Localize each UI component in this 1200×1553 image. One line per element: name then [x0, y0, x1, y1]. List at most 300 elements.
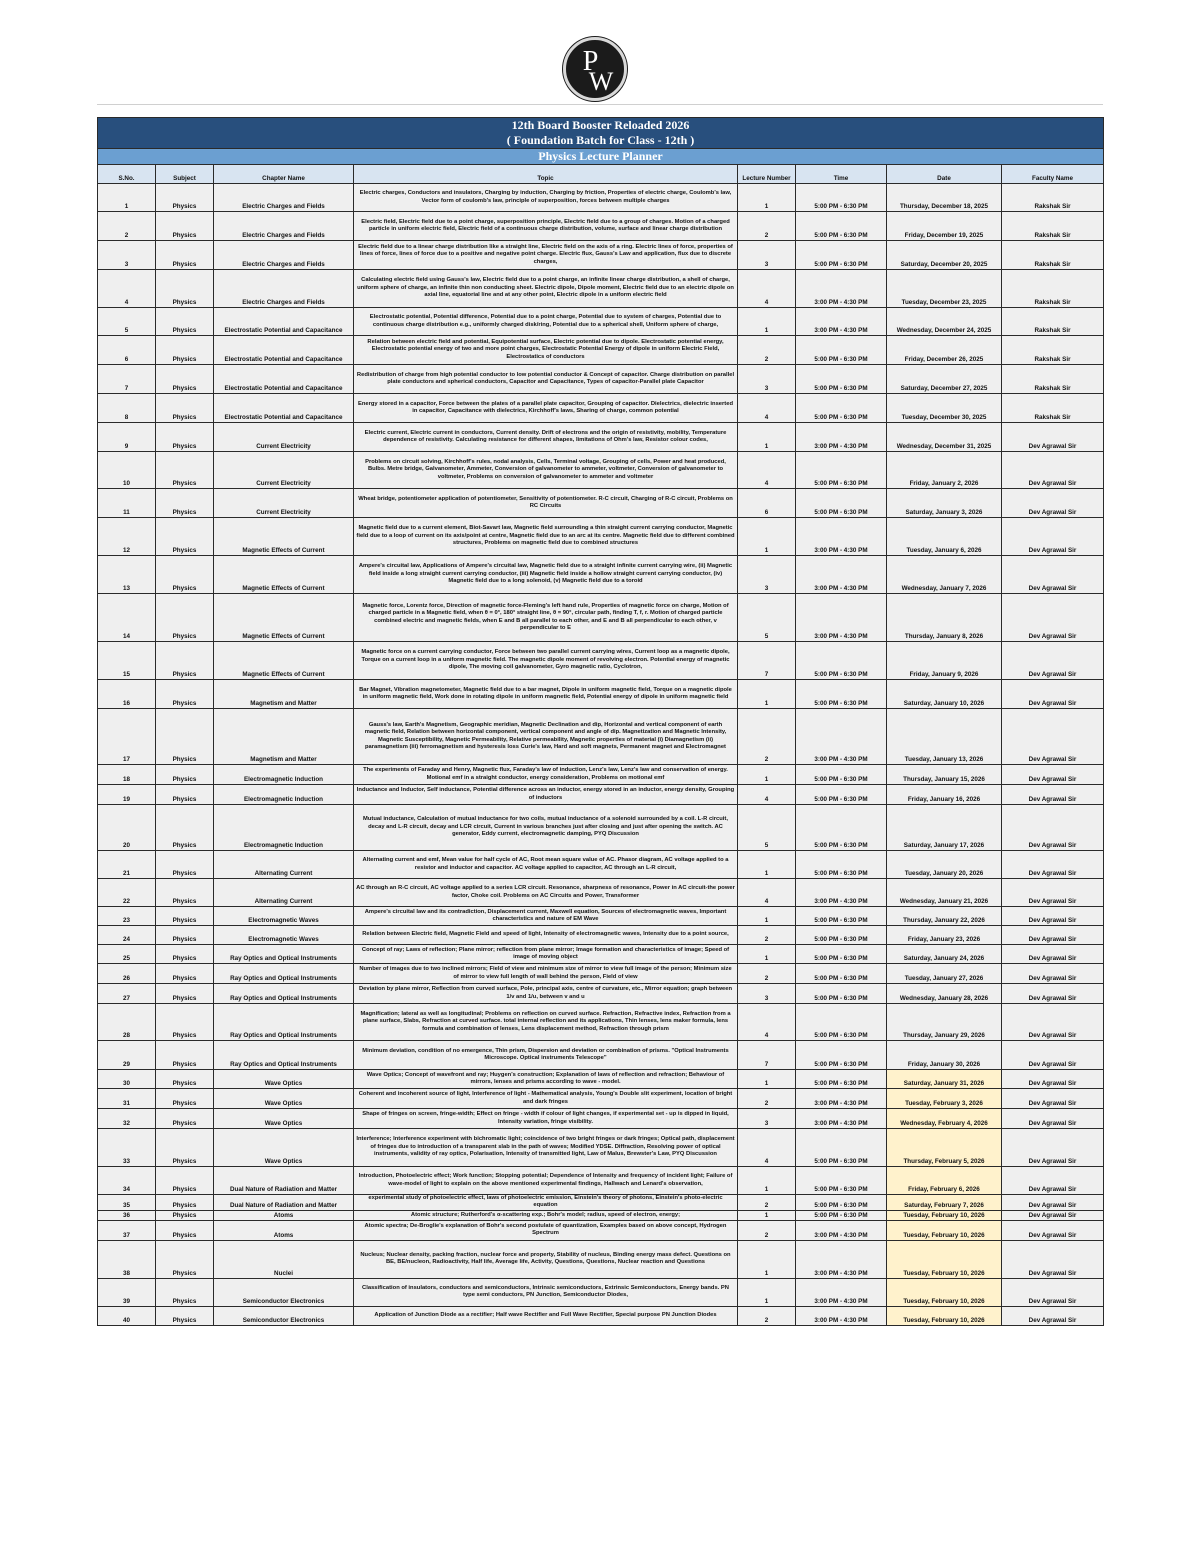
cell-chapter: Electrostatic Potential and Capacitance [214, 308, 354, 336]
cell-subject: Physics [156, 1195, 214, 1211]
cell-subject: Physics [156, 1167, 214, 1195]
cell-faculty: Dev Agrawal Sir [1002, 518, 1104, 556]
cell-topic: Atomic structure; Rutherford's α-scattering exp.; Bohr's model; radius, speed of electron, energy; [354, 1210, 738, 1220]
cell-time: 3:00 PM - 4:30 PM [796, 1109, 887, 1129]
cell-lecture-number: 4 [738, 1129, 796, 1167]
cell-chapter: Electric Charges and Fields [214, 184, 354, 212]
cell-faculty: Rakshak Sir [1002, 336, 1104, 365]
table-row [98, 336, 1104, 365]
cell-chapter: Ray Optics and Optical Instruments [214, 1041, 354, 1070]
cell-date: Friday, January 2, 2026 [887, 452, 1002, 489]
cell-lecture-number: 1 [738, 184, 796, 212]
cell-faculty: Dev Agrawal Sir [1002, 594, 1104, 642]
planner-rows [98, 184, 1104, 1326]
cell-topic: Mutual inductance, Calculation of mutual inductance for two coils, mutual inductance of a solenoid surrounded by a coil. L-R circuit, decay and L-R circuit, decay and LCR circuit, Current in various branches just after closing and just after opening the switch. AC generator, Eddy current, electromagnetic damping, PYQ Discussion [354, 805, 738, 851]
cell-subject: Physics [156, 945, 214, 964]
table-row [98, 518, 1104, 556]
cell-subject: Physics [156, 907, 214, 926]
cell-subject: Physics [156, 765, 214, 785]
cell-chapter: Current Electricity [214, 423, 354, 452]
cell-date: Wednesday, January 21, 2026 [887, 879, 1002, 907]
cell-faculty: Dev Agrawal Sir [1002, 851, 1104, 879]
cell-topic: Deviation by plane mirror, Reflection from curved surface, Pole, principal axis, centre of curvature, etc., Mirror equation; graph between 1/v and 1/u, between v and u [354, 984, 738, 1004]
table-row [98, 394, 1104, 423]
cell-date: Wednesday, January 7, 2026 [887, 556, 1002, 594]
col-header-time: Time [796, 165, 887, 184]
cell-date: Thursday, January 22, 2026 [887, 907, 1002, 926]
cell-faculty: Dev Agrawal Sir [1002, 805, 1104, 851]
table-row [98, 984, 1104, 1004]
cell-time: 3:00 PM - 4:30 PM [796, 308, 887, 336]
cell-sno: 9 [98, 423, 156, 452]
cell-lecture-number: 5 [738, 594, 796, 642]
cell-time: 5:00 PM - 6:30 PM [796, 964, 887, 984]
cell-date: Saturday, January 3, 2026 [887, 489, 1002, 518]
cell-date: Saturday, January 17, 2026 [887, 805, 1002, 851]
table-row [98, 1220, 1104, 1240]
cell-date: Friday, February 6, 2026 [887, 1167, 1002, 1195]
cell-chapter: Alternating Current [214, 879, 354, 907]
cell-lecture-number: 1 [738, 765, 796, 785]
table-row [98, 1129, 1104, 1167]
cell-topic: Electric current, Electric current in conductors, Current density. Drift of electrons and the origin of resistivity, mobility, Temperature dependence of resistivity. Calculating resistance for different shapes, limitations of Ohm's law, Resistor colour codes, [354, 423, 738, 452]
cell-topic: Problems on circuit solving, Kirchhoff's rules, nodal analysis, Cells, Terminal voltage, Grouping of cells, Power and heat produced, Bulbs. Metre bridge, Galvanometer, Ammeter, Conversion of galvanometer to ammeter, voltmeter, Conversion of galvanometer to voltmeter, Problems on conversion of galvanometer to ammeter and voltmeter [354, 452, 738, 489]
cell-topic: Number of images due to two inclined mirrors; Field of view and minimum size of mirror to view full image of the person; Minimum size of mirror to view full length of wall behind the person, Field of view [354, 964, 738, 984]
cell-sno: 36 [98, 1210, 156, 1220]
cell-lecture-number: 1 [738, 308, 796, 336]
table-row [98, 1210, 1104, 1220]
col-header-subject: Subject [156, 165, 214, 184]
cell-topic: Wheat bridge, potentiometer application of potentiometer, Sensitivity of potentiometer. R-C circuit, Charging of R-C circuit, Problems on RC Circuits [354, 489, 738, 518]
cell-subject: Physics [156, 642, 214, 680]
cell-time: 5:00 PM - 6:30 PM [796, 907, 887, 926]
cell-subject: Physics [156, 709, 214, 765]
cell-time: 3:00 PM - 4:30 PM [796, 1220, 887, 1240]
table-row [98, 851, 1104, 879]
cell-subject: Physics [156, 308, 214, 336]
cell-subject: Physics [156, 212, 214, 241]
cell-subject: Physics [156, 1306, 214, 1325]
cell-sno: 21 [98, 851, 156, 879]
col-header-faculty: Faculty Name [1002, 165, 1104, 184]
cell-date: Tuesday, January 20, 2026 [887, 851, 1002, 879]
cell-topic: Concept of ray; Laws of reflection; Plane mirror; reflection from plane mirror; Image formation and characteristics of image; Speed of image of moving object [354, 945, 738, 964]
table-row [98, 212, 1104, 241]
cell-lecture-number: 6 [738, 489, 796, 518]
cell-sno: 6 [98, 336, 156, 365]
cell-time: 5:00 PM - 6:30 PM [796, 489, 887, 518]
cell-lecture-number: 7 [738, 642, 796, 680]
cell-topic: Classification of insulators, conductors and semiconductors, Intrinsic semiconductors, Extrinsic Semiconductors, Energy bands. PN type semi conductors, PN Junction, Semiconductor Diodes, [354, 1278, 738, 1306]
cell-sno: 23 [98, 907, 156, 926]
cell-subject: Physics [156, 1089, 214, 1109]
cell-faculty: Rakshak Sir [1002, 394, 1104, 423]
cell-time: 5:00 PM - 6:30 PM [796, 945, 887, 964]
cell-sno: 11 [98, 489, 156, 518]
cell-time: 5:00 PM - 6:30 PM [796, 241, 887, 270]
cell-lecture-number: 1 [738, 1240, 796, 1278]
table-row [98, 1167, 1104, 1195]
cell-chapter: Atoms [214, 1220, 354, 1240]
cell-faculty: Dev Agrawal Sir [1002, 1089, 1104, 1109]
cell-sno: 13 [98, 556, 156, 594]
cell-subject: Physics [156, 489, 214, 518]
cell-faculty: Dev Agrawal Sir [1002, 1278, 1104, 1306]
cell-date: Friday, January 16, 2026 [887, 785, 1002, 805]
cell-time: 5:00 PM - 6:30 PM [796, 926, 887, 945]
cell-faculty: Dev Agrawal Sir [1002, 709, 1104, 765]
col-header-sno: S.No. [98, 165, 156, 184]
cell-topic: Coherent and incoherent source of light, Interference of light - Mathematical analysis, Young's Double slit experiment, location of bright and dark fringes [354, 1089, 738, 1109]
table-row [98, 926, 1104, 945]
table-row [98, 365, 1104, 394]
cell-time: 5:00 PM - 6:30 PM [796, 1210, 887, 1220]
table-row [98, 709, 1104, 765]
table-row [98, 1195, 1104, 1211]
cell-date: Saturday, January 24, 2026 [887, 945, 1002, 964]
cell-faculty: Dev Agrawal Sir [1002, 964, 1104, 984]
cell-faculty: Dev Agrawal Sir [1002, 984, 1104, 1004]
cell-sno: 22 [98, 879, 156, 907]
cell-lecture-number: 2 [738, 1306, 796, 1325]
cell-faculty: Dev Agrawal Sir [1002, 556, 1104, 594]
cell-faculty: Dev Agrawal Sir [1002, 642, 1104, 680]
table-row [98, 1070, 1104, 1089]
cell-lecture-number: 1 [738, 518, 796, 556]
cell-subject: Physics [156, 452, 214, 489]
cell-chapter: Alternating Current [214, 851, 354, 879]
cell-topic: Inductance and Inductor, Self inductance, Potential difference across an inductor, energy stored in an inductor, energy density, Grouping of inductors [354, 785, 738, 805]
table-row [98, 556, 1104, 594]
cell-topic: Bar Magnet, Vibration magnetometer, Magnetic field due to a bar magnet, Dipole in uniform magnetic field, Torque on a magnetic dipole in uniform magnetic field, Work done in rotating dipole in uniform magnetic field, Potential energy of dipole in uniform magnetic field [354, 680, 738, 709]
cell-sno: 5 [98, 308, 156, 336]
cell-sno: 19 [98, 785, 156, 805]
cell-subject: Physics [156, 984, 214, 1004]
cell-sno: 29 [98, 1041, 156, 1070]
cell-date: Friday, January 23, 2026 [887, 926, 1002, 945]
cell-lecture-number: 1 [738, 851, 796, 879]
cell-faculty: Dev Agrawal Sir [1002, 1129, 1104, 1167]
cell-lecture-number: 3 [738, 365, 796, 394]
cell-faculty: Dev Agrawal Sir [1002, 1167, 1104, 1195]
cell-time: 5:00 PM - 6:30 PM [796, 1070, 887, 1089]
cell-topic: Magnetic force on a current carrying conductor, Force between two parallel current carrying wires, Current loop as a magnetic dipole, Torque on a current loop in a uniform magnetic field. The magnetic dipole moment of revolving electron. Potential energy of magnetic dipole, The moving coil galvanometer, Gyro magnetic ratio, Cyclotron, [354, 642, 738, 680]
table-row [98, 1004, 1104, 1041]
cell-topic: Interference; Interference experiment with bichromatic light; coincidence of two bright fringes or dark fringes; Optical path, displacement of fringes due to introduction of a transparent slab in the path of waves; Modified YDSE. Diffraction, Resolving power of optical instruments, validity of ray optics, Polarisation, Intensity of transmitted light, Law of Malus, Brewster's Law, PYQ Discussion [354, 1129, 738, 1167]
cell-sno: 7 [98, 365, 156, 394]
cell-topic: Relation between electric field and potential, Equipotential surface, Electric potential due to dipole. Electrostatic potential energy, Electrostatic potential energy of two and more point charges, Electrostatic Potential Energy of dipole in uniform Electric Field, Electrostatics of conductors [354, 336, 738, 365]
cell-topic: Gauss's law, Earth's Magnetism, Geographic meridian, Magnetic Declination and dip, Horizontal and vertical component of earth magnetic field, Relation between horizontal component, vertical component and angle of dip. Magnetization and Magnetic Intensity, Magnetic Susceptibility, Magnetic Permeability, Relative permeability, Magnetic properties of material (i) Diamagnetism (ii) paramagnetism (iii) ferromagnetism and hysteresis loss Curie's law, Hard and soft magnets, Permanent magnet and Electromagnet [354, 709, 738, 765]
cell-date: Thursday, February 5, 2026 [887, 1129, 1002, 1167]
cell-sno: 14 [98, 594, 156, 642]
cell-date: Friday, January 30, 2026 [887, 1041, 1002, 1070]
cell-chapter: Magnetic Effects of Current [214, 594, 354, 642]
cell-faculty: Dev Agrawal Sir [1002, 680, 1104, 709]
cell-date: Friday, January 9, 2026 [887, 642, 1002, 680]
cell-date: Tuesday, February 10, 2026 [887, 1240, 1002, 1278]
cell-chapter: Electromagnetic Waves [214, 926, 354, 945]
cell-faculty: Dev Agrawal Sir [1002, 945, 1104, 964]
cell-chapter: Semiconductor Electronics [214, 1306, 354, 1325]
cell-date: Saturday, January 31, 2026 [887, 1070, 1002, 1089]
cell-subject: Physics [156, 336, 214, 365]
cell-time: 5:00 PM - 6:30 PM [796, 785, 887, 805]
cell-lecture-number: 1 [738, 423, 796, 452]
cell-subject: Physics [156, 1070, 214, 1089]
cell-chapter: Electrostatic Potential and Capacitance [214, 336, 354, 365]
cell-date: Saturday, December 20, 2025 [887, 241, 1002, 270]
table-row [98, 805, 1104, 851]
cell-sno: 12 [98, 518, 156, 556]
cell-faculty: Rakshak Sir [1002, 308, 1104, 336]
cell-topic: Magnetic field due to a current element, Biot-Savart law, Magnetic field surrounding a thin straight current carrying conductor, Magnetic field due to a loop of current on its axis/point at centre, Magnetic field due to an arc at its centre. Magnetic field due to different combined structures, Problems on magnetic field due to combined structures [354, 518, 738, 556]
cell-chapter: Wave Optics [214, 1109, 354, 1129]
cell-time: 3:00 PM - 4:30 PM [796, 270, 887, 308]
cell-lecture-number: 3 [738, 984, 796, 1004]
cell-time: 5:00 PM - 6:30 PM [796, 984, 887, 1004]
planner-batch-subtitle: ( Foundation Batch for Class - 12th ) [98, 133, 1104, 149]
cell-faculty: Dev Agrawal Sir [1002, 1109, 1104, 1129]
cell-sno: 40 [98, 1306, 156, 1325]
cell-subject: Physics [156, 594, 214, 642]
cell-chapter: Magnetic Effects of Current [214, 556, 354, 594]
cell-lecture-number: 4 [738, 394, 796, 423]
cell-subject: Physics [156, 964, 214, 984]
cell-sno: 37 [98, 1220, 156, 1240]
cell-subject: Physics [156, 1278, 214, 1306]
cell-time: 3:00 PM - 4:30 PM [796, 594, 887, 642]
cell-faculty: Dev Agrawal Sir [1002, 926, 1104, 945]
cell-topic: Electrostatic potential, Potential difference, Potential due to a point charge, Potential due to system of charges, Potential due to continuous charge distribution e.g., uniformly charged disk/ring, Potential due to a spherical shell, Uniform sphere of charge, [354, 308, 738, 336]
cell-lecture-number: 4 [738, 785, 796, 805]
cell-chapter: Ray Optics and Optical Instruments [214, 945, 354, 964]
planner-main-title: 12th Board Booster Reloaded 2026 [98, 118, 1104, 134]
cell-topic: Atomic spectra; De-Broglie's explanation of Bohr's second postulate of quantization, Examples based on above concept, Hydrogen Spectrum [354, 1220, 738, 1240]
cell-faculty: Dev Agrawal Sir [1002, 1306, 1104, 1325]
cell-time: 3:00 PM - 4:30 PM [796, 518, 887, 556]
cell-time: 5:00 PM - 6:30 PM [796, 212, 887, 241]
cell-lecture-number: 3 [738, 241, 796, 270]
cell-lecture-number: 4 [738, 1004, 796, 1041]
table-row [98, 241, 1104, 270]
cell-faculty: Rakshak Sir [1002, 270, 1104, 308]
cell-time: 5:00 PM - 6:30 PM [796, 1041, 887, 1070]
cell-topic: Electric charges, Conductors and insulators, Charging by induction, Charging by friction, Properties of electric charge, Coulomb's law, Vector form of coulomb's law, principle of superposition, forces between multiple charges [354, 184, 738, 212]
table-row [98, 964, 1104, 984]
cell-subject: Physics [156, 879, 214, 907]
cell-sno: 39 [98, 1278, 156, 1306]
cell-subject: Physics [156, 1240, 214, 1278]
cell-lecture-number: 2 [738, 212, 796, 241]
cell-topic: Introduction, Photoelectric effect; Work function; Stopping potential; Dependence of Intensity and frequency of incident light; Failure of wave-model of light to explain on the above mentioned experimental findings, Hallwach and Lenard's observation, [354, 1167, 738, 1195]
cell-subject: Physics [156, 556, 214, 594]
cell-chapter: Magnetism and Matter [214, 709, 354, 765]
table-row [98, 270, 1104, 308]
cell-time: 5:00 PM - 6:30 PM [796, 1167, 887, 1195]
cell-date: Friday, December 26, 2025 [887, 336, 1002, 365]
cell-subject: Physics [156, 241, 214, 270]
cell-lecture-number: 2 [738, 1089, 796, 1109]
cell-sno: 32 [98, 1109, 156, 1129]
cell-topic: AC through an R-C circuit, AC voltage applied to a series LCR circuit. Resonance, sharpness of resonance, Power in AC circuit-the power factor, Choke coil. Problems on AC Circuits and Power, Transformer [354, 879, 738, 907]
cell-faculty: Rakshak Sir [1002, 184, 1104, 212]
cell-lecture-number: 2 [738, 1220, 796, 1240]
cell-date: Wednesday, January 28, 2026 [887, 984, 1002, 1004]
cell-lecture-number: 3 [738, 556, 796, 594]
pw-logo [563, 37, 627, 101]
cell-lecture-number: 1 [738, 907, 796, 926]
table-row [98, 879, 1104, 907]
cell-date: Wednesday, February 4, 2026 [887, 1109, 1002, 1129]
cell-date: Wednesday, December 24, 2025 [887, 308, 1002, 336]
cell-time: 3:00 PM - 4:30 PM [796, 423, 887, 452]
cell-subject: Physics [156, 926, 214, 945]
cell-faculty: Dev Agrawal Sir [1002, 1220, 1104, 1240]
cell-topic: Energy stored in a capacitor, Force between the plates of a parallel plate capacitor, Grouping of capacitor. Dielectrics, dielectric inserted in capacitor, Capacitance with dielectrics, Kirchhoff's laws, Sharing of charge, common potential [354, 394, 738, 423]
table-row [98, 1109, 1104, 1129]
cell-faculty: Dev Agrawal Sir [1002, 879, 1104, 907]
cell-time: 3:00 PM - 4:30 PM [796, 709, 887, 765]
cell-topic: Electric field, Electric field due to a point charge, superposition principle, Electric field due to a group of charges. Motion of a charged particle in uniform electric field, Electric field of a continuous charge distribution, volume, surface and linear charge distribution [354, 212, 738, 241]
cell-chapter: Electromagnetic Induction [214, 765, 354, 785]
table-row [98, 184, 1104, 212]
cell-chapter: Wave Optics [214, 1089, 354, 1109]
cell-time: 5:00 PM - 6:30 PM [796, 336, 887, 365]
cell-chapter: Current Electricity [214, 489, 354, 518]
cell-date: Tuesday, February 10, 2026 [887, 1220, 1002, 1240]
cell-lecture-number: 5 [738, 805, 796, 851]
cell-topic: Shape of fringes on screen, fringe-width; Effect on fringe - width if colour of light changes, if experimental set - up is dipped in liquid, Intensity variation, fringe visibility. [354, 1109, 738, 1129]
table-row [98, 642, 1104, 680]
cell-lecture-number: 1 [738, 680, 796, 709]
cell-chapter: Electric Charges and Fields [214, 212, 354, 241]
cell-lecture-number: 1 [738, 1070, 796, 1089]
cell-faculty: Dev Agrawal Sir [1002, 1070, 1104, 1089]
cell-lecture-number: 1 [738, 945, 796, 964]
cell-lecture-number: 3 [738, 1109, 796, 1129]
cell-subject: Physics [156, 1041, 214, 1070]
cell-faculty: Dev Agrawal Sir [1002, 907, 1104, 926]
cell-chapter: Magnetic Effects of Current [214, 518, 354, 556]
cell-lecture-number: 1 [738, 1210, 796, 1220]
cell-topic: Wave Optics; Concept of wavefront and ray; Huygen's construction; Explanation of laws of reflection and refraction; Behaviour of mirrors, lenses and prisms according to wave - model. [354, 1070, 738, 1089]
table-row [98, 594, 1104, 642]
column-header-row [98, 165, 1104, 184]
cell-chapter: Magnetic Effects of Current [214, 642, 354, 680]
header-divider [97, 104, 1103, 105]
cell-topic: Nucleus; Nuclear density, packing fraction, nuclear force and property, Stability of nucleus, Binding energy mass defect. Questions on BE, BE/nucleon, Radioactivity, Half life, Average life, Activity, Questions, Questions, Nuclear reaction and Questions [354, 1240, 738, 1278]
cell-topic: The experiments of Faraday and Henry, Magnetic flux, Faraday's law of induction, Lenz's law, Lenz's law and conservation of energy. Motional emf in a straight conductor, energy consideration, Problems on motional emf [354, 765, 738, 785]
cell-chapter: Atoms [214, 1210, 354, 1220]
cell-time: 5:00 PM - 6:30 PM [796, 394, 887, 423]
cell-date: Tuesday, February 10, 2026 [887, 1306, 1002, 1325]
cell-chapter: Electromagnetic Induction [214, 805, 354, 851]
cell-chapter: Wave Optics [214, 1129, 354, 1167]
table-row [98, 785, 1104, 805]
table-row [98, 680, 1104, 709]
cell-sno: 18 [98, 765, 156, 785]
cell-time: 3:00 PM - 4:30 PM [796, 556, 887, 594]
cell-lecture-number: 4 [738, 270, 796, 308]
table-row [98, 1240, 1104, 1278]
cell-faculty: Dev Agrawal Sir [1002, 1195, 1104, 1211]
cell-date: Friday, December 19, 2025 [887, 212, 1002, 241]
cell-date: Tuesday, January 6, 2026 [887, 518, 1002, 556]
cell-sno: 24 [98, 926, 156, 945]
cell-chapter: Electromagnetic Waves [214, 907, 354, 926]
cell-date: Tuesday, February 10, 2026 [887, 1278, 1002, 1306]
cell-date: Tuesday, February 10, 2026 [887, 1210, 1002, 1220]
cell-topic: Calculating electric field using Gauss's law, Electric field due to a point charge, an infinite linear charge distribution, a shell of charge, uniform sphere of charge, an infinite thin non conducting sheet. Electric dipole, Dipole moment, Electric field due to an electric dipole on axial line, equatorial line and at any other point, Electric dipole in a uniform electric field [354, 270, 738, 308]
cell-lecture-number: 7 [738, 1041, 796, 1070]
cell-subject: Physics [156, 1220, 214, 1240]
table-row [98, 1306, 1104, 1325]
cell-faculty: Rakshak Sir [1002, 365, 1104, 394]
table-row [98, 945, 1104, 964]
cell-subject: Physics [156, 1210, 214, 1220]
cell-chapter: Nuclei [214, 1240, 354, 1278]
cell-subject: Physics [156, 394, 214, 423]
cell-chapter: Current Electricity [214, 452, 354, 489]
cell-topic: Ampere's circuital law and its contradiction, Displacement current, Maxwell equation, Sources of electromagnetic waves, Important characteristics and nature of EM Wave [354, 907, 738, 926]
cell-sno: 3 [98, 241, 156, 270]
cell-chapter: Electric Charges and Fields [214, 241, 354, 270]
cell-topic: experimental study of photoelectric effect, laws of photoelectric emission, Einstein's theory of photons, Einstein's photo-electric equation [354, 1195, 738, 1211]
cell-subject: Physics [156, 1109, 214, 1129]
cell-topic: Electric field due to a linear charge distribution like a straight line, Electric field on the axis of a ring. Electric lines of force, properties of lines of force, lines of force due to a positive and negative point charge. Electric flux, Gauss's Law and application, flux due to discrete charges, [354, 241, 738, 270]
cell-time: 5:00 PM - 6:30 PM [796, 452, 887, 489]
cell-faculty: Dev Agrawal Sir [1002, 1004, 1104, 1041]
logo-letter-w: W [588, 67, 614, 96]
cell-faculty: Dev Agrawal Sir [1002, 1240, 1104, 1278]
cell-topic: Alternating current and emf, Mean value for half cycle of AC, Root mean square value of AC. Phasor diagram, AC voltage applied to a resistor and inductor and capacitor. AC voltage applied to capacitor, AC through an L-R circuit, [354, 851, 738, 879]
cell-date: Tuesday, December 23, 2025 [887, 270, 1002, 308]
table-row [98, 1041, 1104, 1070]
cell-time: 3:00 PM - 4:30 PM [796, 1240, 887, 1278]
cell-date: Thursday, December 18, 2025 [887, 184, 1002, 212]
cell-chapter: Ray Optics and Optical Instruments [214, 1004, 354, 1041]
cell-subject: Physics [156, 184, 214, 212]
cell-sno: 38 [98, 1240, 156, 1278]
cell-faculty: Dev Agrawal Sir [1002, 489, 1104, 518]
cell-subject: Physics [156, 365, 214, 394]
cell-time: 5:00 PM - 6:30 PM [796, 1129, 887, 1167]
cell-faculty: Dev Agrawal Sir [1002, 1041, 1104, 1070]
cell-topic: Redistribution of charge from high potential conductor to low potential conductor & Concept of capacitor. Charge distribution on parallel plate conductors and spherical conductors, Capacitor and Capacitance, Types of capacitor-Parallel plate Capacitor [354, 365, 738, 394]
cell-faculty: Dev Agrawal Sir [1002, 452, 1104, 489]
cell-subject: Physics [156, 1004, 214, 1041]
cell-date: Thursday, January 8, 2026 [887, 594, 1002, 642]
cell-lecture-number: 2 [738, 964, 796, 984]
cell-sno: 31 [98, 1089, 156, 1109]
cell-date: Saturday, February 7, 2026 [887, 1195, 1002, 1211]
cell-lecture-number: 2 [738, 1195, 796, 1211]
cell-time: 5:00 PM - 6:30 PM [796, 680, 887, 709]
cell-faculty: Dev Agrawal Sir [1002, 1210, 1104, 1220]
table-row [98, 765, 1104, 785]
cell-faculty: Dev Agrawal Sir [1002, 765, 1104, 785]
cell-chapter: Dual Nature of Radiation and Matter [214, 1195, 354, 1211]
cell-time: 5:00 PM - 6:30 PM [796, 184, 887, 212]
cell-time: 5:00 PM - 6:30 PM [796, 805, 887, 851]
cell-sno: 20 [98, 805, 156, 851]
table-row [98, 308, 1104, 336]
table-row [98, 1278, 1104, 1306]
cell-chapter: Electrostatic Potential and Capacitance [214, 365, 354, 394]
cell-date: Thursday, January 29, 2026 [887, 1004, 1002, 1041]
col-header-chapter: Chapter Name [214, 165, 354, 184]
cell-subject: Physics [156, 785, 214, 805]
